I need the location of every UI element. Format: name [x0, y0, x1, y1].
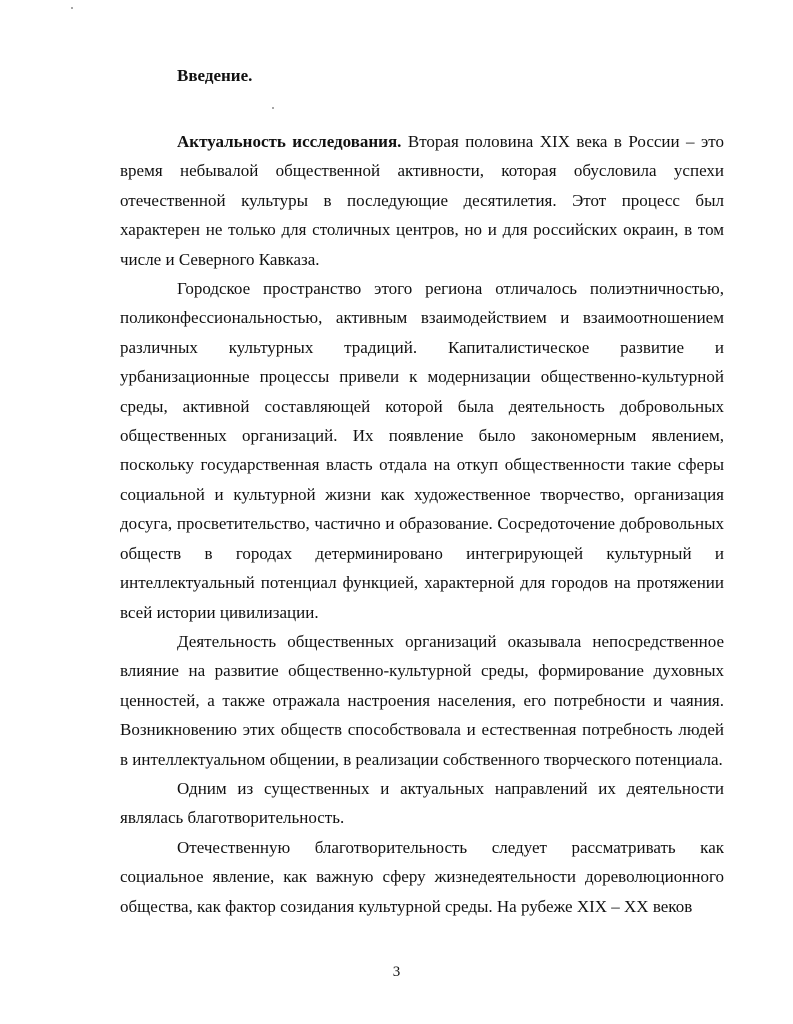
paragraph-organizations: Деятельность общественных организаций оказывала непосредственное влияние на развитие общественно-культурной среды, формирование духовных ценностей, а также отражала настроения населения, его потребности и чаяния. Возникновению этих обществ способствовала и естественная потребность людей в интеллектуальном общении, в реализации собственного творческого потенциала.	[120, 631, 724, 769]
page-number: 3	[392, 964, 401, 980]
paragraph-text: Вторая половина XIX века в России – это время небывалой общественной активности, которая обусловила успехи отечественной культуры в последующие десятилетия. Этот процесс был характерен не только для столичных центров, но и для российских окраин, в том числе и Северного Кавказа.	[120, 132, 724, 269]
paragraph-charity-phenomenon: Отечественную благотворительность следует рассматривать как социальное явление, как важную сферу жизнедеятельности дореволюционного общества, как фактор созидания культурной среды. На рубеже XIX – XX веков	[120, 837, 724, 916]
body-text	[120, 127, 724, 921]
section-heading: Введение.	[177, 66, 253, 85]
scan-speck	[272, 107, 274, 109]
paragraph-charity-direction: Одним из существенных и актуальных направлений их деятельности являлась благотворительность.	[120, 778, 724, 828]
paragraph-relevance	[120, 127, 724, 274]
paragraph-lead: Актуальность исследования.	[177, 132, 402, 151]
paragraph-urban-space: Городское пространство этого региона отличалось полиэтничностью, поликонфессиональностью, активным взаимодействием и взаимоотношением различных культурных традиций. Капиталистическое развитие и урбанизационные процессы привели к модернизации общественно-культурной среды, активной составляющей которой была деятельность добровольных общественных организаций. Их появление было закономерным явлением, поскольку государственная власть отдала на откуп общественности такие сферы социальной и культурной жизни как художественное творчество, организация досуга, просветительство, частично и образование. Сосредоточение добровольных обществ в городах детерминировано интегрирующей культурный и интеллектуальный потенциал функцией, характерной для городов на протяжении всей истории цивилизации.	[120, 279, 724, 622]
scan-speck	[71, 7, 73, 9]
